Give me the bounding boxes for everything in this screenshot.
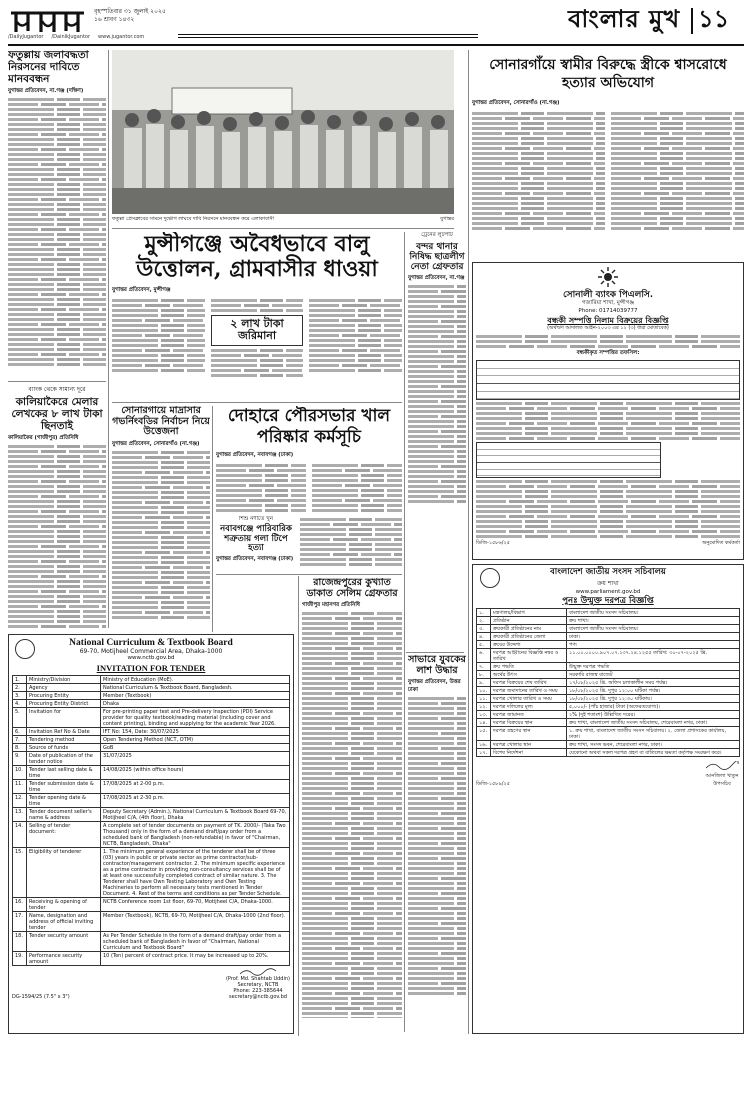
story-credit: যুগান্তর প্রতিবেদন, সোনারগাঁও (না.গঞ্জ): [112, 440, 200, 447]
story-credit: যুগান্তর প্রতিবেদন, সোনারগাঁও (না.গঞ্জ): [472, 100, 560, 106]
story-sonargaon-wife: [472, 50, 744, 258]
row-label: Tender opening date & time: [27, 794, 101, 808]
signer-name: (Prof. Md. Shahtab Uddin): [225, 976, 290, 982]
story-credit: গাজীপুর মহানগর প্রতিনিধি: [302, 602, 360, 609]
row-number: 19.: [13, 952, 27, 966]
row-label: দরপত্র খোলার স্থান: [491, 741, 567, 749]
table-row: [13, 822, 290, 848]
table-row: [477, 711, 740, 719]
row-label: Tender last selling date & time: [27, 766, 101, 780]
row-number: 6.: [13, 728, 27, 736]
row-number: ১১.: [477, 695, 491, 703]
row-number: 3.: [13, 692, 27, 700]
masthead-rule: [178, 34, 478, 38]
table-row: [477, 687, 740, 695]
row-label: Receiving & opening of tender: [27, 898, 101, 912]
pull-quote: ২ লাখ টাকা জরিমানা: [211, 315, 304, 346]
row-label: দরপত্র জামানত: [491, 711, 567, 719]
table-row: [477, 609, 740, 617]
row-value: উন্মুক্ত দরপত্র পদ্ধতি: [567, 663, 740, 671]
table-row: [477, 727, 740, 741]
lead-story: [112, 232, 402, 400]
table-row: [13, 708, 290, 728]
row-value: IFT No: 154, Date: 30/07/2025: [101, 728, 290, 736]
parliament-signer: আনজিলা খাতুন: [705, 773, 739, 780]
table-row: [477, 625, 740, 633]
table-row: [477, 617, 740, 625]
row-number: ৩.: [477, 625, 491, 633]
table-row: [13, 676, 290, 684]
sonali-logo: [597, 266, 619, 288]
table-row: [477, 719, 740, 727]
row-number: ১৭.: [477, 749, 491, 757]
story-kicker: ব্যাংক থেকে সামান্য দূরে: [28, 386, 86, 393]
story-headline[interactable]: দোহারে পৌরসভার খাল পরিষ্কার কর্মসূচি: [227, 406, 391, 447]
row-number: 17.: [13, 912, 27, 932]
row-label: Procuring Entity: [27, 692, 101, 700]
story-credit: কালিয়াকৈর (গাজীপুর) প্রতিনিধি: [8, 435, 79, 442]
signature: [226, 968, 290, 976]
row-value: Member (Textbook), NCTB, 69-70, Motijheel C/A, Dhaka-1000 (2nd floor).: [101, 912, 290, 932]
story-headline[interactable]: বন্দর থানার নিষিদ্ধ ছাত্রলীগ নেতা গ্রেফতার: [409, 242, 465, 273]
row-value: ১৭/০৮/২০২৫ খ্রি. অফিস চলাকালীন সময় পর্যন্ত।: [567, 679, 740, 687]
row-number: ১০.: [477, 687, 491, 695]
table-row: [13, 952, 290, 966]
date-line-bangla: ১৬ শ্রাবণ ১৪৩২: [94, 16, 135, 23]
row-label: ক্রয়কারী প্রতিষ্ঠানের জেলা: [491, 633, 567, 641]
table-row: [13, 736, 290, 744]
section-title: বাংলার মুখ: [568, 6, 681, 33]
row-number: 10.: [13, 766, 27, 780]
row-value: ১৮/০৮/২০২৫ খ্রি. দুপুর ১২:০০ ঘটিকা পর্যন্ত।: [567, 687, 740, 695]
nctb-logo: [15, 639, 35, 659]
website-link[interactable]: www.jugantor.com: [98, 34, 145, 40]
row-number: ১৬.: [477, 741, 491, 749]
table-row: [13, 692, 290, 700]
row-label: দরপত্র আহ্বানের বিজ্ঞপ্তি নম্বর ও তারিখ: [491, 649, 567, 663]
row-label: ক্রয়ের উদ্দেশ্য: [491, 641, 567, 649]
story-credit: যুগান্তর প্রতিবেদন, উত্তর ঢাকা: [408, 679, 461, 694]
lead-headline[interactable]: মুন্সীগঞ্জে অবৈধভাবে বালু উত্তোলন, গ্রামবাসীর ধাওয়া: [136, 232, 378, 282]
story-body: [8, 98, 106, 366]
tender-web[interactable]: www.nctb.gov.bd: [127, 655, 175, 661]
row-label: ক্রয়কারী প্রতিষ্ঠানের নাম: [491, 625, 567, 633]
table-row: [13, 808, 290, 822]
page-number: ১১: [698, 6, 730, 33]
signer-title: Secretary, NCTB: [237, 982, 279, 988]
row-number: ৯.: [477, 679, 491, 687]
bank-name: সোনালী ব্যাংক পিএলসি.: [562, 290, 654, 300]
notice-title: বন্ধকী সম্পত্তি নিলাম বিক্রয়ের বিজ্ঞপ্তি: [547, 315, 669, 326]
row-value: Ministry of Education (MoE).: [101, 676, 290, 684]
row-label: Name, designation and address of official inviting tender: [27, 912, 101, 932]
row-value: পণ্য: [567, 641, 740, 649]
row-number: 2.: [13, 684, 27, 692]
row-number: 15.: [13, 848, 27, 898]
table-row: [13, 766, 290, 780]
row-label: Date of publication of the tender notice: [27, 752, 101, 766]
row-value: NCTB Conference room 1st floor, 69-70, Motijheel C/A, Dhaka-1000.: [101, 898, 290, 912]
table-row: [13, 684, 290, 692]
row-label: Tender security amount: [27, 932, 101, 952]
row-number: 5.: [13, 708, 27, 728]
photo-credit: যুগান্তর: [440, 216, 454, 222]
notice-subtitle: (অর্থঋণ আদালত আইন-২০০৩ এর ১২ (৩) ধারা মোতাবেক): [547, 325, 669, 332]
bank-phone: Phone: 01714039777: [578, 308, 638, 315]
story-nawabganj-body: [216, 516, 296, 572]
row-number: ১৪.: [477, 719, 491, 727]
story-fatullah: [8, 50, 106, 380]
tender-dg-ref: DG-1594/25 (7.5" x 3"): [12, 994, 70, 1000]
table-row: [477, 641, 740, 649]
story-credit: যুগান্তর প্রতিবেদন, নবাবগঞ্জ (ঢাকা): [216, 555, 294, 562]
row-label: Tender document seller's name & address: [27, 808, 101, 822]
photo-caption: ফতুল্লা প্রেসক্লাবের সামনে দুর্ভোগ লাঘবে দাবি নিরসনে মানববন্ধন করে এলাকাবাসী: [112, 216, 274, 222]
row-number: ৭.: [477, 663, 491, 671]
table-row: [13, 744, 290, 752]
row-label: Performance security amount: [27, 952, 101, 966]
row-value: As Per Tender Schedule in the form of a demand draft/pay order from a scheduled bank of Bangladesh in favor of "Chairman, National Curriculum and Textbook Board": [101, 932, 290, 952]
row-value: ক্রয় শাখা, সংসদ ভবন, শেরেবাংলা নগর, ঢাকা।: [567, 741, 740, 749]
schedule-table: [476, 360, 740, 400]
story-kaliakoir: [8, 384, 106, 629]
tender-address: 69-70, Motijheel Commercial Area, Dhaka-1000: [79, 648, 223, 655]
row-value: Deputy Secretary (Admin.), National Curriculum & Textbook Board 69-70, Motijheel C/A, (4th floor), Dhaka: [101, 808, 290, 822]
parliament-org: বাংলাদেশ জাতীয় সংসদ সচিবালয়: [550, 567, 666, 577]
table-row: [13, 700, 290, 708]
schedule-label: বন্ধকীকৃত সম্পত্তির তফসিল:: [576, 350, 640, 357]
row-label: Invitation Ref No & Date: [27, 728, 101, 736]
sonali-bank-notice: [472, 262, 744, 560]
row-label: বিশেষ নির্দেশনা: [491, 749, 567, 757]
bank-branch: গজারিয়া শাখা, মুন্সীগঞ্জ: [581, 300, 635, 307]
notice-ref: ডিজি-১৫৮৬/২৫: [476, 540, 510, 547]
story-kicker: ট্রেনের লুটপাট: [421, 232, 453, 238]
row-value: 17/08/2025 at 2-30 p.m.: [101, 794, 290, 808]
row-label: Agency: [27, 684, 101, 692]
row-label: দরপত্র গ্রহণের স্থান: [491, 727, 567, 741]
row-value: যেকোনো অথবা সকল দরপত্র গ্রহণ বা বাতিলের ক্ষমতা কর্তৃপক্ষ সংরক্ষণ করে।: [567, 749, 740, 757]
row-value: ১১.০০.০০০০.৯০৭.০৭.১৩৭.২৪.১২৫৫ তারিখ: ৩০-০৭-২০২৫ খ্রি.: [567, 649, 740, 663]
table-row: [13, 752, 290, 766]
row-value: A complete set of tender documents on payment of TK. 2000/- (Taka Two Thousand) only in the form of a demand draft/pay order from a scheduled bank of Bangladesh (non-refundable) in favor of "Chairman, NCTB, Bangladesh, Dhaka": [101, 822, 290, 848]
row-label: দরপত্র বিক্রয়ের শেষ তারিখ: [491, 679, 567, 687]
row-label: ক্রয় পদ্ধতি: [491, 663, 567, 671]
row-label: Eligibility of tenderer: [27, 848, 101, 898]
story-headline[interactable]: ফতুল্লায় জলাবদ্ধতা নিরসনের দাবিতে মানববন্ধন: [8, 50, 89, 85]
story-dohar: [216, 406, 402, 514]
row-number: ১৫.: [477, 727, 491, 741]
parliament-title: পুনঃ উন্মুক্ত দরপত্র বিজ্ঞপ্তি: [562, 595, 654, 606]
row-label: Tendering method: [27, 736, 101, 744]
table-row: [477, 749, 740, 757]
row-number: 8.: [13, 744, 27, 752]
story-credit: যুগান্তর প্রতিবেদন, না.গঞ্জ (দক্ষিণ): [8, 88, 84, 95]
row-value: ক্রয় শাখা, বাংলাদেশ জাতীয় সংসদ সচিবালয়, শেরেবাংলা নগর, ঢাকা।: [567, 719, 740, 727]
row-label: প্রতিষ্ঠান: [491, 617, 567, 625]
parliament-notice: [472, 564, 744, 1034]
parliament-web[interactable]: www.parliament.gov.bd: [575, 588, 641, 595]
row-value: ২% (দুই শতাংশ) উল্লিখিত দরের।: [567, 711, 740, 719]
table-row: [477, 741, 740, 749]
row-number: 9.: [13, 752, 27, 766]
signer-phone: Phone: 223-385644: [233, 988, 283, 994]
tender-notice: [8, 634, 294, 1034]
row-label: Source of funds: [27, 744, 101, 752]
row-value: Member (Textbook): [101, 692, 290, 700]
story-headline[interactable]: কালিয়াকৈরে মেলার লেখকের ৮ লাখ টাকা ছিনতাই: [11, 396, 103, 432]
row-value: Dhaka: [101, 700, 290, 708]
row-number: 4.: [13, 700, 27, 708]
table-row: [477, 703, 740, 711]
table-row: [13, 898, 290, 912]
news-photo[interactable]: [112, 50, 454, 214]
row-number: ২.: [477, 617, 491, 625]
story-headline[interactable]: সোনারগাঁয়ে মাদ্রাসার গভর্নিংবডির নির্বাচন নিয়ে উত্তেজনা: [112, 406, 210, 438]
row-number: 12.: [13, 794, 27, 808]
story-headline[interactable]: সোনারগাঁয়ে স্বামীর বিরুদ্ধে স্ত্রীকে শ্বাসরোধে হত্যার অভিযোগ: [489, 57, 727, 91]
row-label: দরপত্র জমাদানের তারিখ ও সময়: [491, 687, 567, 695]
row-label: দরপত্র খোলার তারিখ ও সময়: [491, 695, 567, 703]
table-row: [477, 679, 740, 687]
row-value: National Curriculum & Textbook Board, Bangladesh.: [101, 684, 290, 692]
row-number: 7.: [13, 736, 27, 744]
masthead: [8, 6, 744, 44]
story-rajendrapur: [302, 578, 402, 1018]
date-line: বৃহস্পতিবার ৩১ জুলাই ২০২৫: [94, 8, 166, 15]
row-value: 17/08/2025 at 2-00 p.m.: [101, 780, 290, 794]
table-row: [13, 932, 290, 952]
table-row: [13, 848, 290, 898]
table-row: [13, 912, 290, 932]
table-row: [477, 695, 740, 703]
row-number: 16.: [13, 898, 27, 912]
row-value: Open Tendering Method (NCT, OTM): [101, 736, 290, 744]
parliament-ref: ডিজি-১৫৮৯/২৫: [476, 781, 510, 788]
row-label: Ministry/Division: [27, 676, 101, 684]
row-value: ১৮/০৮/২০২৫ খ্রি. দুপুর ১২:৩০ ঘটিকায়।: [567, 695, 740, 703]
tender-org: National Curriculum & Textbook Board: [69, 638, 233, 648]
row-number: ১.: [477, 609, 491, 617]
row-number: ১২.: [477, 703, 491, 711]
table-row: [13, 780, 290, 794]
row-label: Invitation for: [27, 708, 101, 728]
table-row: [477, 671, 740, 679]
table-row: [477, 663, 740, 671]
row-value: বাংলাদেশ জাতীয় সংসদ সচিবালয়।: [567, 609, 740, 617]
story-credit: যুগান্তর প্রতিবেদন, না.গঞ্জ: [408, 275, 465, 282]
story-savar-body: [408, 655, 466, 995]
story-credit: যুগান্তর প্রতিবেদন, মুন্সীগঞ্জ: [112, 287, 171, 293]
story-sonargaon-madrasa: [112, 406, 210, 632]
row-value: 14/08/2025 (within office hours): [101, 766, 290, 780]
story-headline[interactable]: রাজেন্দ্রপুরের কুখ্যাত ডাকাত সেলিম গ্রেফতার: [306, 578, 398, 599]
table-row: [13, 794, 290, 808]
row-label: দরপত্র দলিলের মূল্য: [491, 703, 567, 711]
story-headline[interactable]: নবাবগঞ্জে পারিবারিক শত্রুতায় গলা টিপে হত্যা: [220, 524, 292, 554]
row-label: দরপত্র বিক্রয়ের স্থান: [491, 719, 567, 727]
story-bandar: [408, 232, 466, 652]
row-label: Selling of tender document:: [27, 822, 101, 848]
row-number: 18.: [13, 932, 27, 952]
story-headline[interactable]: সাভারে যুবকের লাশ উদ্ধার: [408, 655, 466, 676]
table-row: [477, 633, 740, 641]
tender-title: INVITATION FOR TENDER: [96, 663, 206, 673]
table-row: [13, 728, 290, 736]
row-label: অর্থের উৎস: [491, 671, 567, 679]
row-value: সরকারি রাজস্ব বাজেট: [567, 671, 740, 679]
row-label: Procuring Entity District: [27, 700, 101, 708]
row-value: 10 (Ten) percent of contract price. It may be increased up to 20%.: [101, 952, 290, 966]
row-value: ক্রয় শাখা।: [567, 617, 740, 625]
parliament-signer-title: উপসচিব: [713, 781, 731, 788]
row-value: ঢাকা।: [567, 633, 740, 641]
row-label: মন্ত্রণালয়/বিভাগ: [491, 609, 567, 617]
row-value: For pre-printing paper test and Pre-delivery Inspection (PDI) Service provider for quality textbook/reading material (including cover and content printing), binding and supplying for the academic Year 2026.: [101, 708, 290, 728]
row-number: ৫.: [477, 641, 491, 649]
facebook-handle[interactable]: /DailyJugantor: [8, 34, 44, 40]
row-number: ৬.: [477, 649, 491, 663]
table-row: [477, 649, 740, 663]
notice-signer: অনুমোদিত কর্মকর্তা: [702, 540, 740, 547]
story-kicker: শিশু নদীতে খুন: [238, 516, 274, 522]
row-label: Tender submission date & time: [27, 780, 101, 794]
row-value: ১. ক্রয় শাখা, বাংলাদেশ জাতীয় সংসদ সচিবালয়। ২. জেলা প্রশাসকের কার্যালয়, ঢাকা।: [567, 727, 740, 741]
row-number: 11.: [13, 780, 27, 794]
row-number: 13.: [13, 808, 27, 822]
story-credit: যুগান্তর প্রতিবেদন, নবাবগঞ্জ (ঢাকা): [216, 452, 294, 458]
parliament-sub: ক্রয় শাখা: [597, 579, 619, 587]
parliament-emblem: [480, 568, 500, 588]
row-number: ৮.: [477, 671, 491, 679]
row-number: ১৩.: [477, 711, 491, 719]
parliament-signature: [704, 761, 740, 771]
newspaper-logo: [8, 7, 88, 37]
row-number: ৪.: [477, 633, 491, 641]
twitter-handle[interactable]: /DainikJugantor: [51, 34, 91, 40]
tender-table: [12, 675, 290, 966]
row-number: 14.: [13, 822, 27, 848]
parliament-table: [476, 608, 740, 757]
row-value: 1. The minimum general experience of the tenderer shall be of three (03) years in public or private sector as prime contractor/sub-contractor/management contractor. 2. The minimum specific experience as a prime contractor in providing non-consultancy services shall be of at least one successfully completed contract of similar nature. 3. The Tenderer shall have Own Testing Laboratory and Own Testing Machineries to perform all necessary tests mentioned in Tender Document. 4. Rest of the terms and conditions as per Tender Schedule.: [101, 848, 290, 898]
amount-table: [476, 442, 661, 478]
signer-email[interactable]: secretary@nctb.gov.bd: [229, 994, 287, 1000]
row-value: ৫,০০০/- (পাঁচ হাজার) টাকা (অফেরতযোগ্য)।: [567, 703, 740, 711]
row-value: 31/07/2025: [101, 752, 290, 766]
row-value: GoB: [101, 744, 290, 752]
row-value: বাংলাদেশ জাতীয় সংসদ সচিবালয়।: [567, 625, 740, 633]
row-number: 1.: [13, 676, 27, 684]
